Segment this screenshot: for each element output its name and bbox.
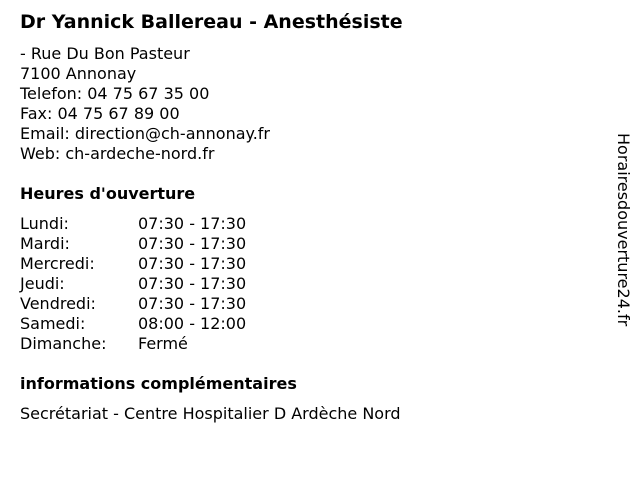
day-label: Lundi: bbox=[20, 214, 69, 233]
time-range: 07:30 - 17:30 bbox=[138, 234, 247, 253]
page-title: Dr Yannick Ballereau - Anesthésiste bbox=[20, 11, 403, 33]
phone-number: Telefon: 04 75 67 35 00 bbox=[20, 84, 210, 103]
address-street: - Rue Du Bon Pasteur bbox=[20, 44, 190, 63]
email-address: Email: direction@ch-annonay.fr bbox=[20, 124, 270, 143]
day-label: Mardi: bbox=[20, 234, 70, 253]
fax-number: Fax: 04 75 67 89 00 bbox=[20, 104, 180, 123]
additional-info-text: Secrétariat - Centre Hospitalier D Ardèche Nord bbox=[20, 404, 401, 423]
contact-block bbox=[20, 44, 270, 164]
opening-hours-heading: Heures d'ouverture bbox=[20, 184, 196, 203]
day-label: Dimanche: bbox=[20, 334, 107, 353]
day-label: Samedi: bbox=[20, 314, 86, 333]
day-label: Jeudi: bbox=[20, 274, 65, 293]
website: Web: ch-ardeche-nord.fr bbox=[20, 144, 215, 163]
additional-info-heading: informations complémentaires bbox=[20, 374, 297, 393]
time-range: 07:30 - 17:30 bbox=[138, 214, 247, 233]
site-watermark: Horairesdouverture24.fr bbox=[614, 133, 633, 327]
time-range: 08:00 - 12:00 bbox=[138, 314, 247, 333]
time-range: Fermé bbox=[138, 334, 188, 353]
time-range: 07:30 - 17:30 bbox=[138, 254, 247, 273]
day-label: Mercredi: bbox=[20, 254, 95, 273]
address-city: 7100 Annonay bbox=[20, 64, 137, 83]
time-range: 07:30 - 17:30 bbox=[138, 294, 247, 313]
day-label: Vendredi: bbox=[20, 294, 96, 313]
time-range: 07:30 - 17:30 bbox=[138, 274, 247, 293]
